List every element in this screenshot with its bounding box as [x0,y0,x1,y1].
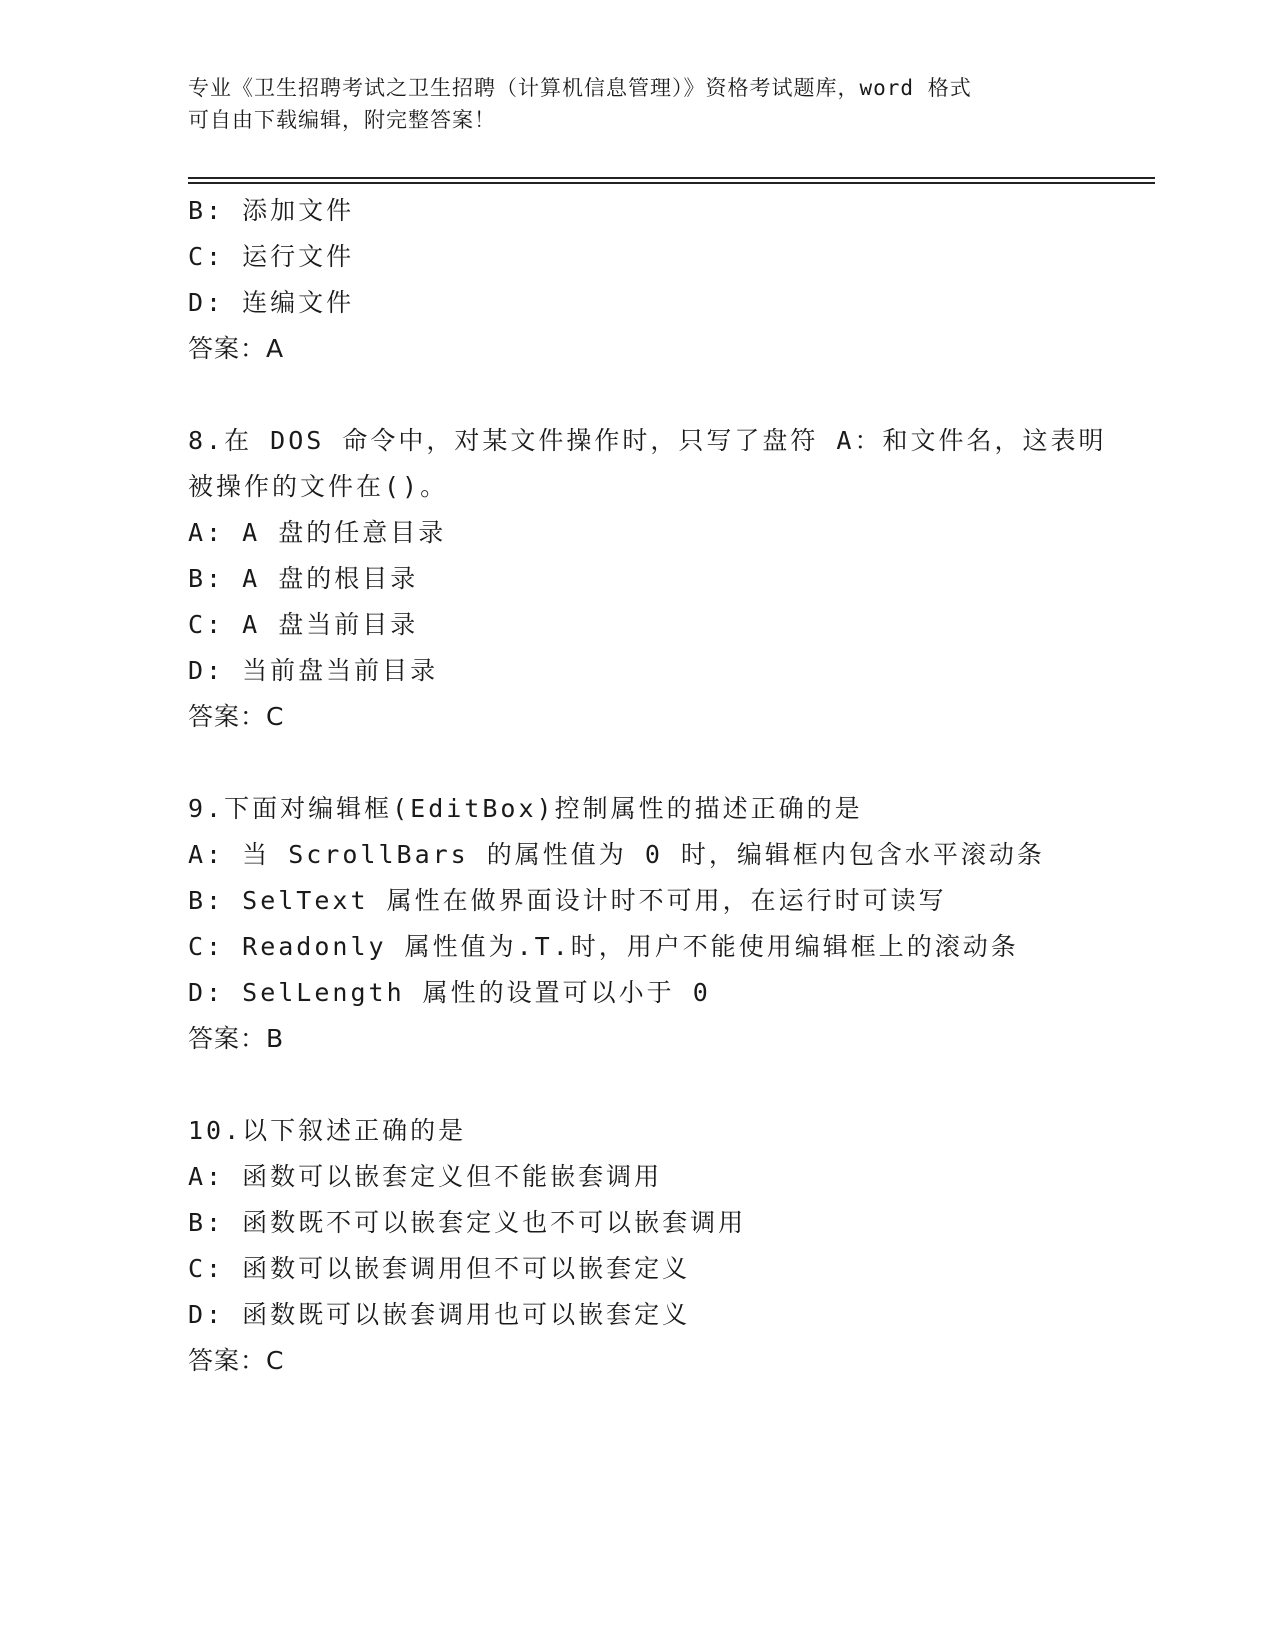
spacer [188,372,1188,418]
question-7-continued [188,188,1188,372]
option-c: C: 函数可以嵌套调用但不可以嵌套定义 [188,1254,691,1283]
answer-label: 答案：B [188,1024,285,1053]
question-stem: 10.以下叙述正确的是 [188,1116,467,1145]
option-b: B: 函数既不可以嵌套定义也不可以嵌套调用 [188,1208,747,1237]
question-9 [188,786,1188,1062]
option-b: B: A 盘的根目录 [188,564,419,593]
option-c: C: Readonly 属性值为.T.时，用户不能使用编辑框上的滚动条 [188,932,1019,961]
option-d: D: 当前盘当前目录 [188,656,439,685]
option-d: D: SelLength 属性的设置可以小于 0 [188,978,711,1007]
question-list [188,188,1188,1384]
option-a: A: 当 ScrollBars 的属性值为 0 时，编辑框内包含水平滚动条 [188,840,1045,869]
answer-label: 答案：C [188,1346,285,1375]
option-a: A: A 盘的任意目录 [188,518,447,547]
option-c: C: 运行文件 [188,242,355,271]
option-d: D: 函数既可以嵌套调用也可以嵌套定义 [188,1300,691,1329]
option-d: D: 连编文件 [188,288,355,317]
header-divider-bottom [188,182,1155,184]
question-stem: 9.下面对编辑框(EditBox)控制属性的描述正确的是 [188,794,863,823]
question-8 [188,418,1188,740]
option-b: B: 添加文件 [188,196,355,225]
option-c: C: A 盘当前目录 [188,610,419,639]
answer-label: 答案：A [188,334,285,363]
option-b: B: SelText 属性在做界面设计时不可用，在运行时可读写 [188,886,947,915]
question-10 [188,1108,1188,1384]
header-line-2: 可自由下载编辑，附完整答案！ [188,108,496,132]
header-line-1: 专业《卫生招聘考试之卫生招聘（计算机信息管理）》资格考试题库，word 格式 [188,76,972,100]
option-a: A: 函数可以嵌套定义但不能嵌套调用 [188,1162,663,1191]
answer-label: 答案：C [188,702,285,731]
document-header [188,72,1088,136]
spacer [188,1062,1188,1108]
spacer [188,740,1188,786]
question-stem: 8.在 DOS 命令中，对某文件操作时，只写了盘符 A：和文件名，这表明 [188,426,1107,455]
question-stem-continued: 被操作的文件在()。 [188,472,449,501]
header-divider-top [188,177,1155,179]
